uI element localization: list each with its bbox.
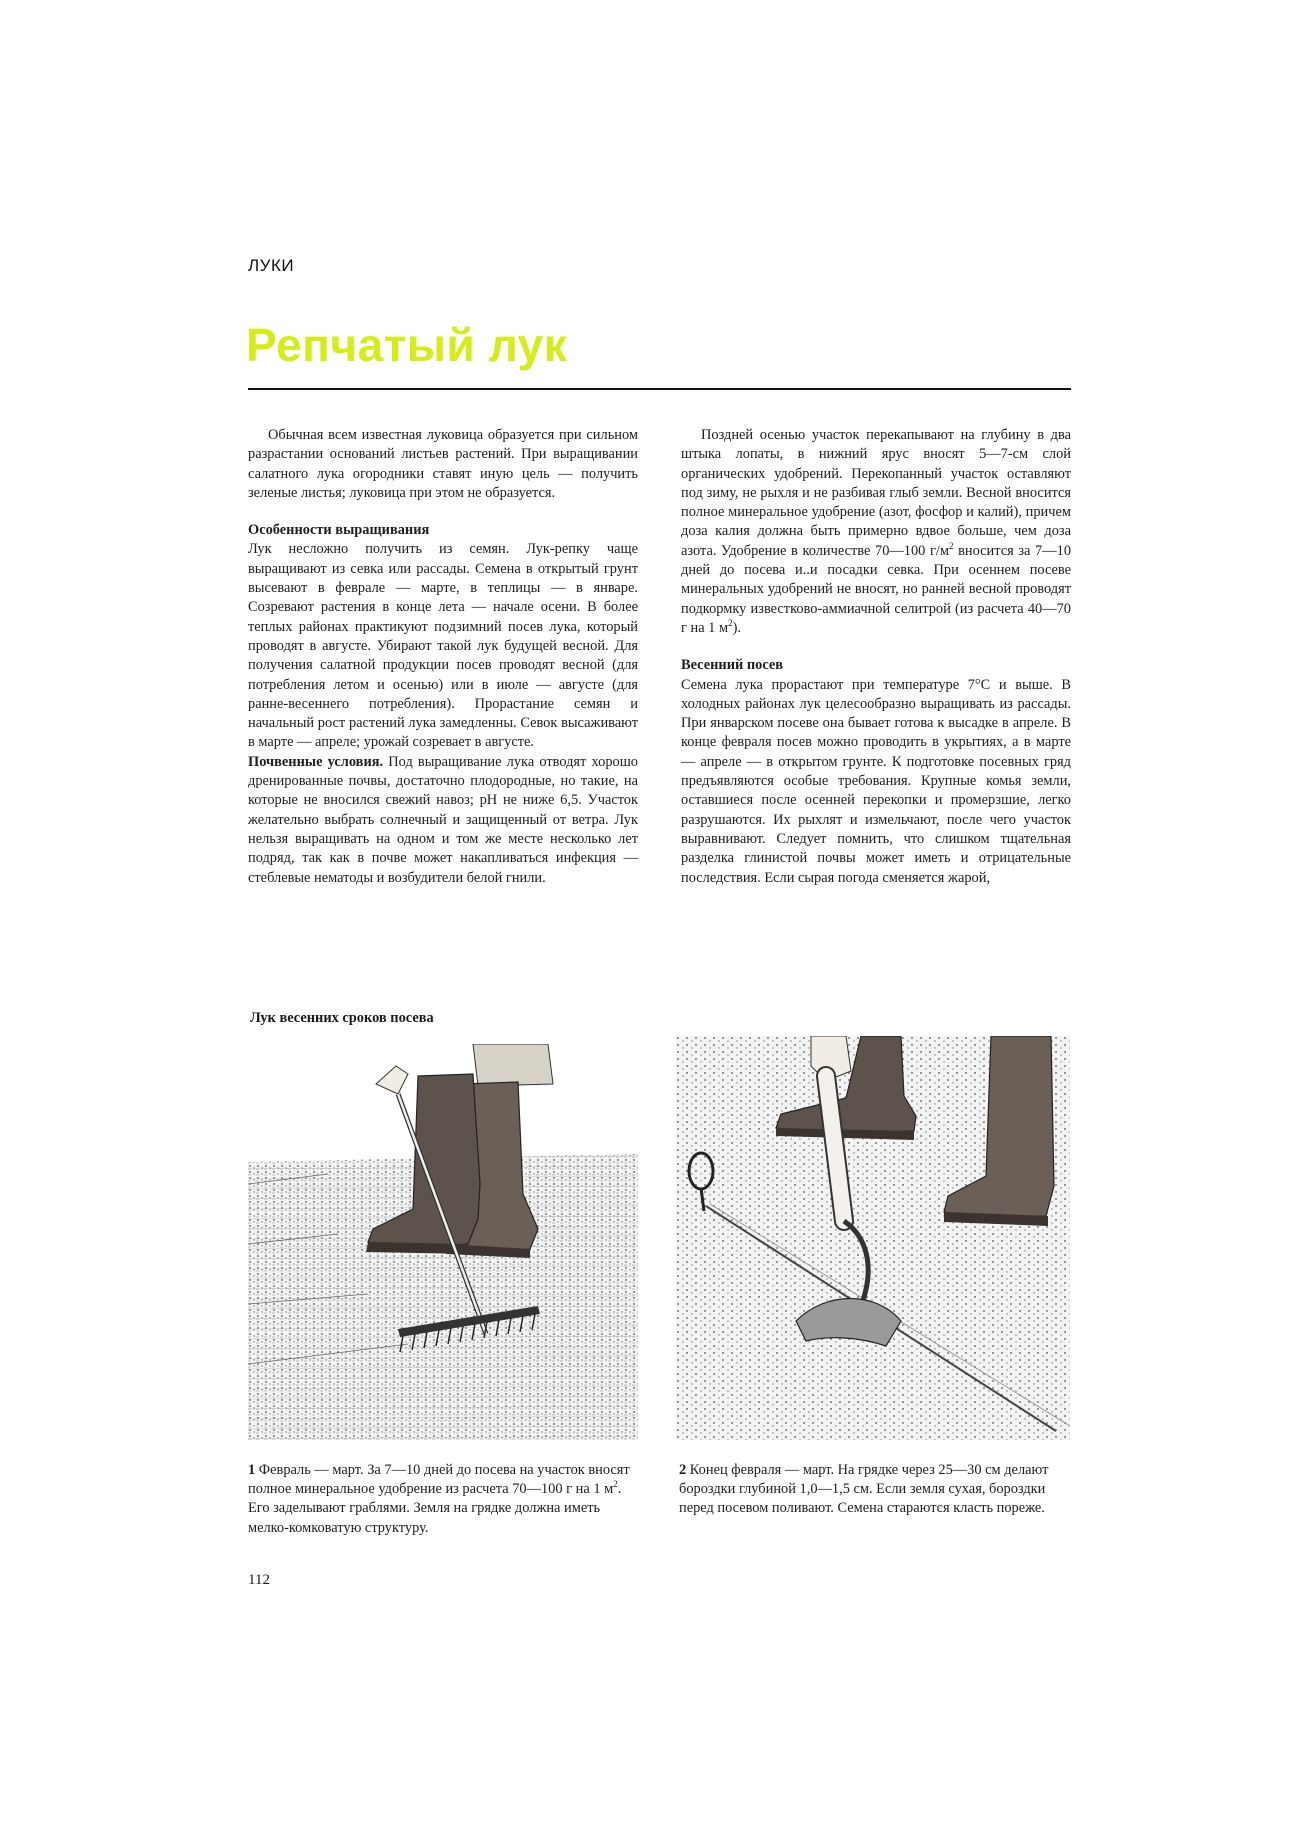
caption-2-number: 2 xyxy=(679,1462,687,1478)
runin-soil: Почвенные условия. xyxy=(248,753,384,770)
paragraph-autumn-a: Поздней осенью участок перекапывают на глубину в два штыка лопаты, в нижний ярус вносят 5—7-см слой органических удобрений. Перекопанный участок оставляют под зиму, не рыхля и не разбивая глыб земли. Весной вносится полное минеральное удобрение (азот, фосфор и калий), причем доза калия должна быть примерно вдвое больше, чем доза азота. Удобрение в количестве 70—100 г/м xyxy=(681,427,1071,559)
caption-1-text-b: . Его заделывают граблями. Земля на грядке должна иметь мелко-комковатую структуру. xyxy=(248,1481,622,1536)
heading-growing: Особенности выращивания xyxy=(248,522,430,539)
caption-1 xyxy=(248,1461,638,1538)
paragraph-autumn xyxy=(681,426,1071,638)
paragraph-soil xyxy=(248,753,638,888)
paragraph-growing: Лук несложно получить из семян. Лук-репку чаще выращивают из севка или рассады. Семена в открытый грунт высевают в феврале — марте, в теплицы — в январе. Созревают растения в конце лета — начале осени. В более теплых районах практикуют подзимний посев лука, который проводят в августе. Убирают такой лук будущей весной. Для получения салатной продукции посев проводят весной (для потребления летом и осенью) или в июле — августе (для ранне-весеннего потребления). Прорастание семян и начальный рост растений лука замедленны. Севок высаживают в марте — апреле; урожай созревает в августе. xyxy=(248,541,638,751)
paragraph-soil-text: Под выращивание лука отводят хорошо дренированные почвы, достаточно плодородные, но такие, на которые не вносился свежий навоз; pH не ниже 6,5. Участок желательно выбрать солнечный и защищенный от ветра. Лук нельзя выращивать на одном и том же месте несколько лет подряд, так как в почве может накапливаться инфекция — стеблевые нематоды и возбудители белой гнили. xyxy=(248,753,638,886)
intro-paragraph: Обычная всем известная луковица образуется при сильном разрастании оснований листьев растений. При выращивании салатного лука огородники ставят иную цель — получить зеленые листья; луковица при этом не образуется. xyxy=(248,427,638,501)
paragraph-autumn-c: ). xyxy=(732,619,741,636)
paragraph-autumn-b: вносится за 7—10 дней до посева и..и посадки севка. При осеннем посеве минеральных удобрений не вносят, но ранней весной проводят подкормку известково-аммиачной селитрой (из расчета 40—70 г на 1 м xyxy=(681,542,1072,636)
superscript: 2 xyxy=(728,618,733,629)
superscript: 2 xyxy=(949,540,954,551)
section-label: ЛУКИ xyxy=(248,256,295,275)
left-column xyxy=(248,426,638,888)
figures-title: Лук весенних сроков посева xyxy=(250,1010,434,1026)
figure-raking xyxy=(248,1044,638,1440)
caption-2-text: Конец февраля — март. На грядке через 25—30 см делают бороздки глубиной 1,0—1,5 см. Если земля сухая, бороздки перед посевом поливают. Семена стараются класть пореже. xyxy=(679,1462,1049,1517)
page-number: 112 xyxy=(248,1572,270,1588)
title-rule xyxy=(248,388,1071,390)
paragraph-spring-sowing: Семена лука прорастают при температуре 7°С и выше. В холодных районах лук целесообразно выращивать из рассады. При январском посеве она бывает готова к высадке в апреле. В конце февраля посев можно проводить в укрытиях, а в марте — апреле — в открытом грунте. К подготовке посевных гряд предъявляются особые требования. Крупные комья земли, оставшиеся после осенней перекопки и промерзшие, легко разрушаются. Их рыхлят и измельчают, после чего участок выравнивают. Следует помнить, что слишком тщательная разделка глинистой почвы может иметь и отрицательные последствия. Если сырая погода сменяется жарой, xyxy=(681,676,1071,886)
caption-1-text-a: Февраль — март. За 7—10 дней до посева на участок вносят полное минеральное удобрение из расчета 70—100 г на 1 м xyxy=(248,1462,630,1498)
heading-spring-sowing: Весенний посев xyxy=(681,657,784,674)
right-column xyxy=(681,426,1071,888)
caption-2 xyxy=(679,1461,1069,1519)
raking-illustration xyxy=(248,1044,638,1440)
page-title: Репчатый лук xyxy=(246,319,568,371)
caption-1-number: 1 xyxy=(248,1462,256,1478)
superscript: 2 xyxy=(613,1479,618,1490)
furrow-illustration xyxy=(676,1036,1070,1440)
figure-furrows xyxy=(676,1036,1070,1440)
